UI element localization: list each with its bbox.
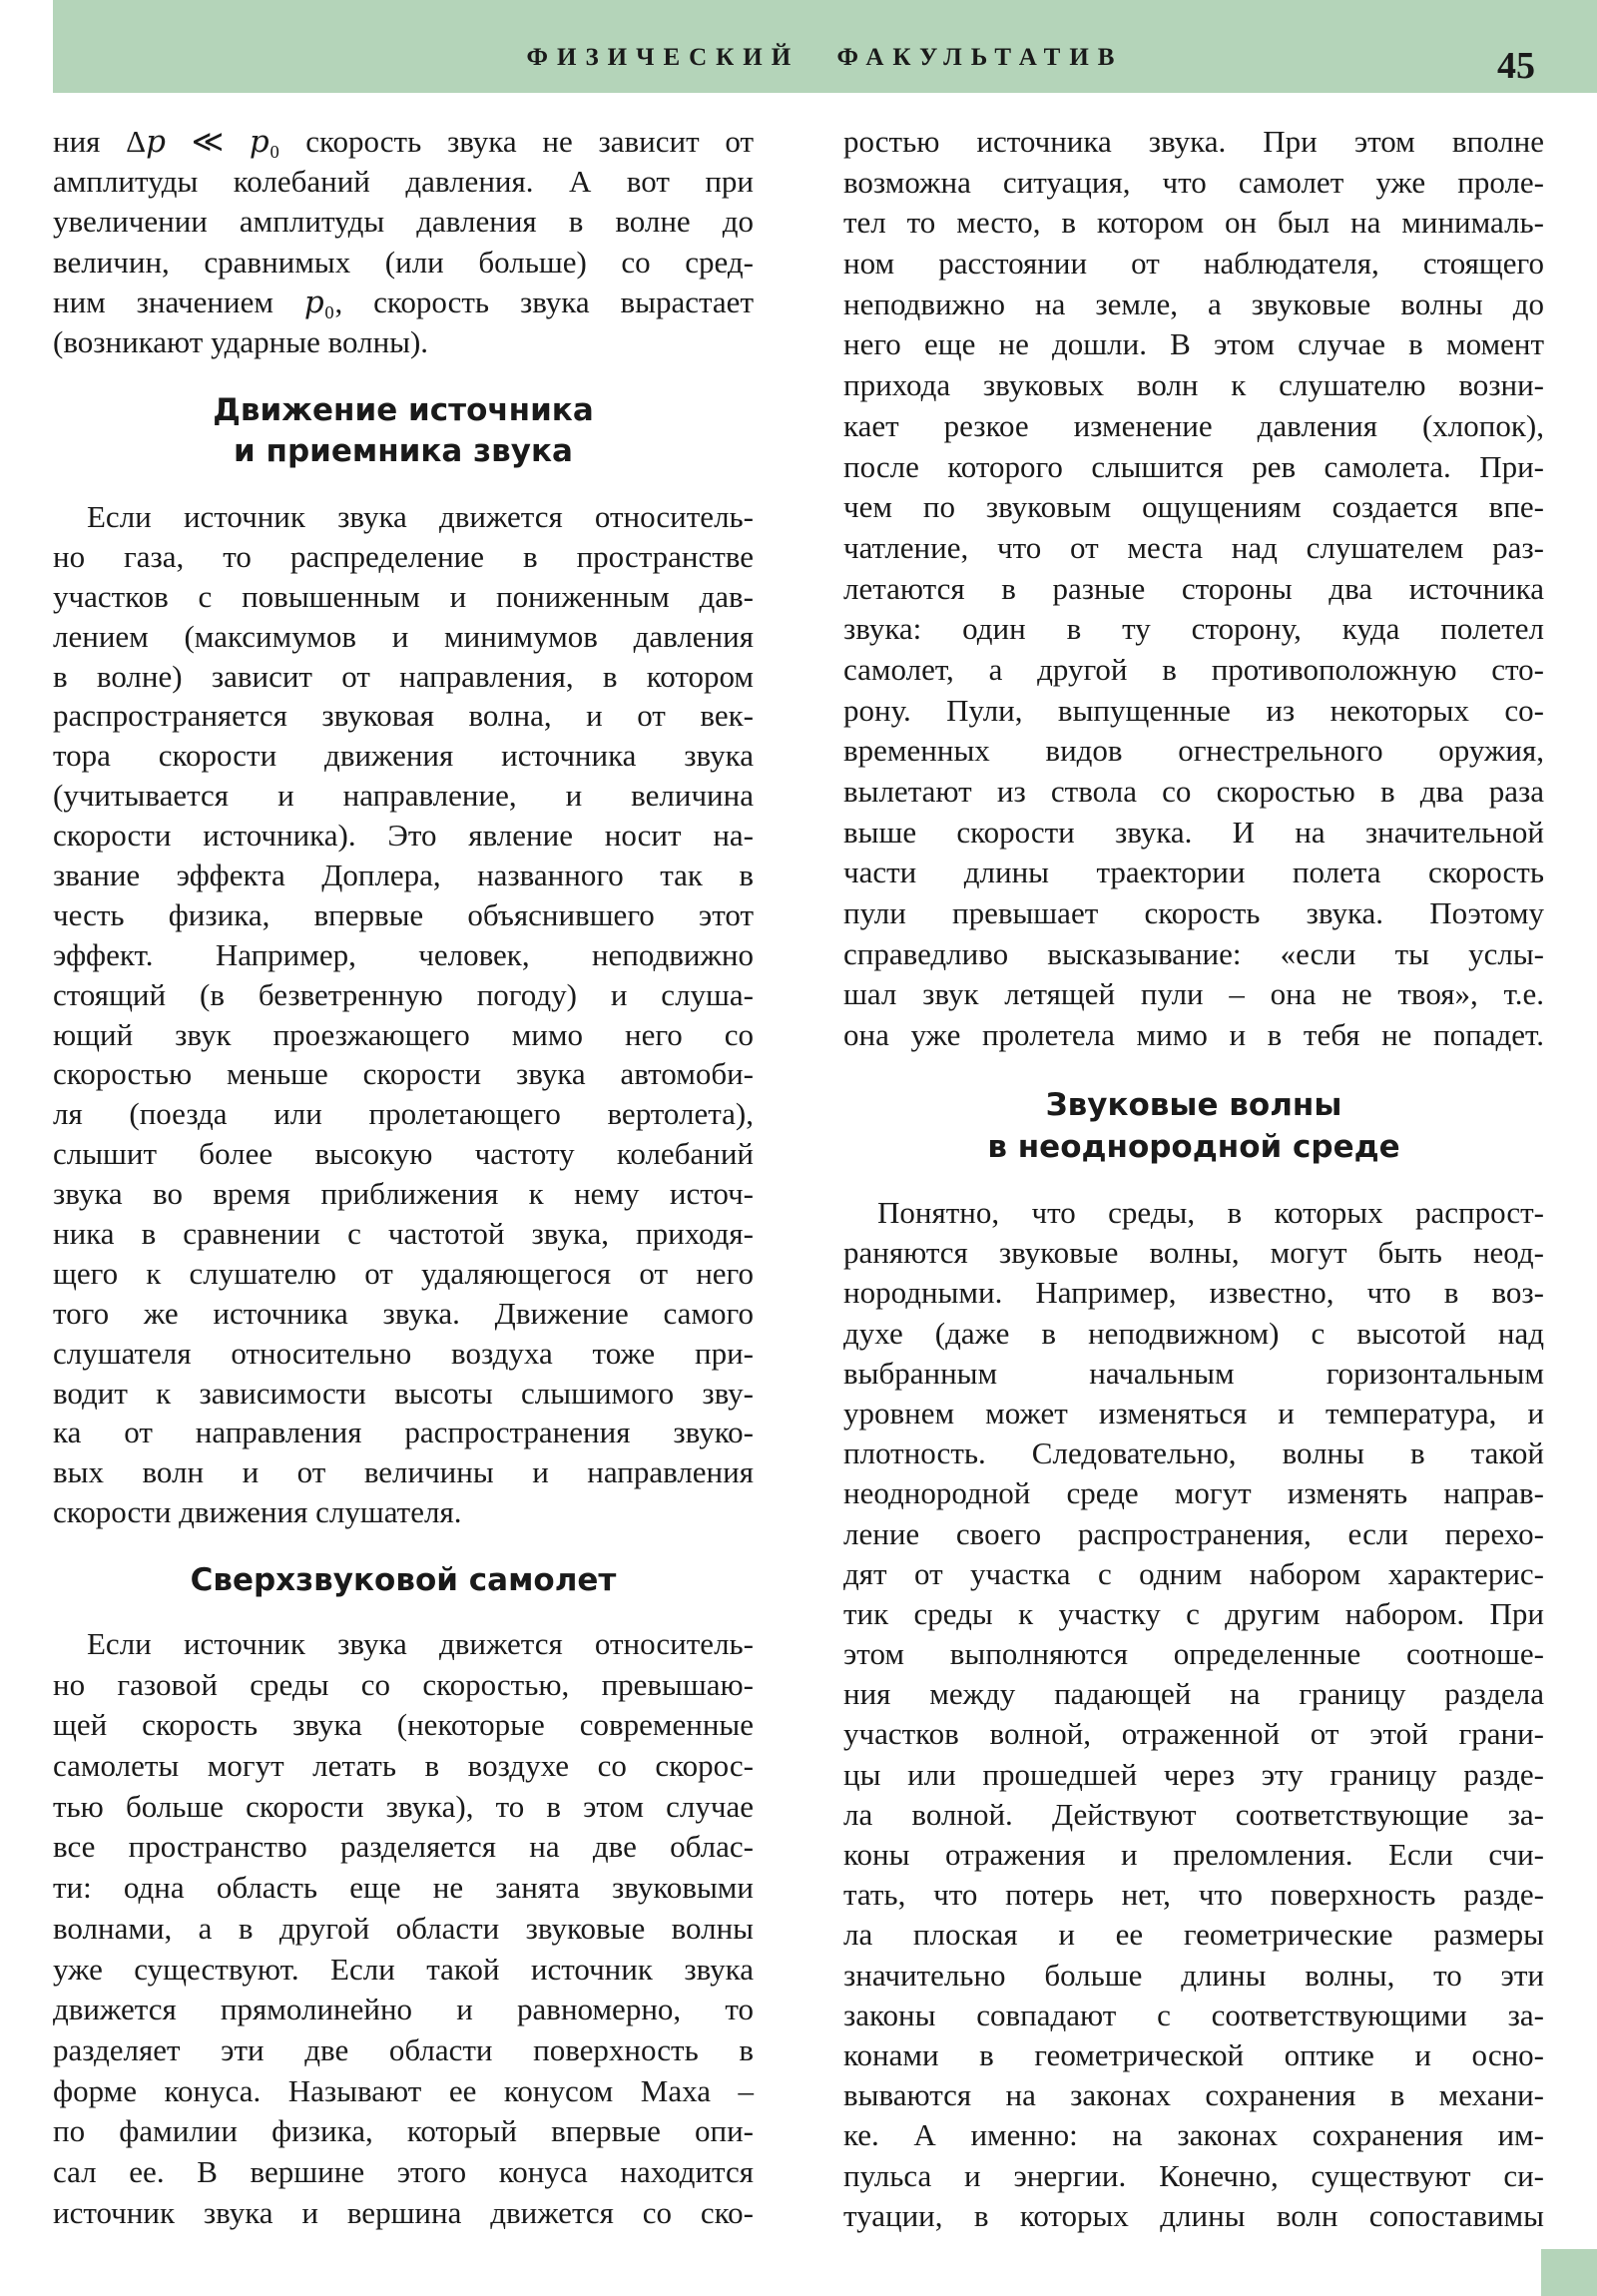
text-line: дят от участка с одним набором характерис- [843,1555,1544,1591]
text-line: уровнем может изменяться и температура, и [843,1395,1544,1431]
text-line: волнами, а в другой области звуковые волны [53,1910,754,1946]
text-line: ном расстоянии от наблюдателя, стоящего [843,246,1544,282]
page-number: 45 [1497,45,1535,87]
text-line: звука: один в ту сторону, куда полетел [843,611,1544,647]
text-line: звание эффекта Доплера, названного так в [53,858,754,893]
text-line: туации, в которых длины волн сопоставимы [843,2197,1544,2233]
text-line: ка от направления распространения звуко- [53,1415,754,1450]
text-line: цы или прошедшей через эту границу разде- [843,1756,1544,1792]
text-line: движется прямолинейно и равномерно, то [53,1992,754,2027]
text-line: честь физика, впервые объяснившего этот [53,896,754,932]
text-line: вых волн и от величины и направления [53,1454,754,1490]
text-line: водит к зависимости высоты слышимого зву- [53,1375,754,1411]
text-line: Если источник звука движется относитель- [87,499,754,534]
text-line: участков с повышенным и пониженным дав- [53,578,754,614]
heading-line: Сверхзвуковой самолет [190,1562,617,1598]
text-line: летаются в разные стороны два источника [843,570,1544,606]
text-line: ростью источника звука. При этом вполне [843,124,1544,159]
text-line: она уже пролетела мимо и в тебя не попадет. [843,1017,1544,1053]
text-line: ним значением 𝑝₀, скорость звука вырастает [53,284,754,319]
text-line: тора скорости движения источника звука [53,738,754,774]
text-line: Если источник звука движется относитель- [87,1626,754,1661]
text-line: ющий звук проезжающего мимо него со [53,1016,754,1052]
text-line: слушателя относительно воздуха тоже при- [53,1335,754,1371]
text-line: вываются на законах сохранения в механи- [843,2077,1544,2113]
text-line: ла волной. Действуют соответствующие за- [843,1796,1544,1832]
text-line: звука во время приближения к нему источ- [53,1176,754,1212]
text-line: законы совпадают с соответствующими за- [843,1997,1544,2032]
text-line: части длины траектории полета скорость [843,855,1544,890]
heading-line: и приемника звука [234,433,573,469]
corner-decoration [1541,2249,1597,2296]
text-line: него еще не дошли. В этом случае в момент [843,326,1544,362]
text-line: щей скорость звука (некоторые современные [53,1707,754,1743]
text-line: самолеты могут летать в воздухе со скорос- [53,1748,754,1784]
text-line: распространяется звуковая волна, и от век- [53,698,754,734]
text-line: уже существуют. Если такой источник звука [53,1951,754,1987]
text-line: конами в геометрической оптике и осно- [843,2036,1544,2072]
text-line: вылетают из ствола со скоростью в два раза [843,774,1544,809]
text-line: духе (даже в неподвижном) с высотой над [843,1315,1544,1351]
text-line: выше скорости звука. И на значительной [843,814,1544,850]
text-line: неоднородной среде могут изменять направ- [843,1475,1544,1511]
text-line: коны отражения и преломления. Если счи- [843,1837,1544,1872]
text-line: раняются звуковые волны, могут быть неод- [843,1235,1544,1271]
heading-inhomogeneous-medium [843,1084,1544,1168]
text-line: в волне) зависит от направления, в котором [53,658,754,694]
text-line: возможна ситуация, что самолет уже проле- [843,164,1544,200]
text-line: значительно больше длины волны, то эти [843,1957,1544,1993]
text-line: ке. А именно: на законах сохранения им- [843,2117,1544,2153]
text-line: тать, что потерь нет, что поверхность разде- [843,1877,1544,1913]
text-line: щего к слушателю от удаляющегося от него [53,1255,754,1291]
text-line: рону. Пули, выпущенные из некоторых со- [843,692,1544,728]
text-line: ла плоская и ее геометрические размеры [843,1917,1544,1953]
text-line: шал звук летящей пули – она не твоя», т.е. [843,976,1544,1012]
text-line: тел то место, в котором он был на минималь- [843,205,1544,241]
text-line: тик среды к участку с другим набором. При [843,1595,1544,1631]
text-line: скорости источника). Это явление носит на- [53,818,754,854]
text-line: слышит более высокую частоту колебаний [53,1136,754,1172]
text-line: но газовой среды со скоростью, превышаю- [53,1666,754,1702]
text-line: чатление, что от места над слушателем раз- [843,529,1544,565]
paragraph-doppler [53,497,754,1532]
text-line: сал ее. В вершине этого конуса находится [53,2153,754,2189]
text-line: кает резкое изменение давления (хлопок), [843,407,1544,443]
text-line: пульса и энергии. Конечно, существуют си- [843,2157,1544,2193]
text-line: по фамилии физика, который впервые опи- [53,2113,754,2149]
text-line: самолет, а другой в противоположную сто- [843,651,1544,687]
text-line: (возникают ударные волны). [53,323,429,359]
paragraph-intro [53,122,754,362]
text-line: ния между падающей на границу раздела [843,1676,1544,1712]
text-line: Понятно, что среды, в которых распрост- [877,1195,1544,1230]
text-line: временных видов огнестрельного оружия, [843,733,1544,769]
text-line: этом выполняются определенные соотноше- [843,1636,1544,1672]
text-line: разделяет эти две области поверхность в [53,2031,754,2067]
text-line: источник звука и вершина движется со ско- [53,2194,754,2230]
text-line: выбранным начальным горизонтальным [843,1355,1544,1391]
text-line: пули превышает скорость звука. Поэтому [843,895,1544,931]
heading-line: Движение источника [213,392,594,428]
text-line: лением (максимумов и минимумов давления [53,618,754,654]
text-line: ния Δ𝑝 ≪ 𝑝₀ скорость звука не зависит от [53,124,754,159]
paragraph-supersonic [53,1624,754,2233]
text-line: ля (поезда или пролетающего вертолета), [53,1096,754,1132]
paragraph-supersonic-continued [843,122,1544,1056]
text-line: после которого слышится рев самолета. При- [843,448,1544,484]
text-line: ника в сравнении с частотой звука, приходя- [53,1216,754,1252]
heading-source-receiver-motion [53,390,754,472]
text-line: того же источника звука. Движение самого [53,1295,754,1331]
text-line: все пространство разделяется на две облас- [53,1829,754,1865]
text-line: нородными. Например, известно, что в воз- [843,1275,1544,1311]
heading-line: в неоднородной среде [987,1129,1400,1165]
text-line: амплитуды колебаний давления. А вот при [53,164,754,200]
text-line: стоящий (в безветренную погоду) и слуша- [53,976,754,1012]
text-line: справедливо высказывание: «если ты услы- [843,935,1544,971]
text-line: плотность. Следовательно, волны в такой [843,1435,1544,1471]
running-header [53,0,1597,93]
text-line: увеличении амплитуды давления в волне до [53,204,754,240]
text-line: но газа, то распределение в пространстве [53,538,754,574]
text-line: неподвижно на земле, а звуковые волны до [843,286,1544,321]
text-line: эффект. Например, человек, неподвижно [53,936,754,972]
text-line: скорости движения слушателя. [53,1494,462,1530]
text-line: скоростью меньше скорости звука автомоби- [53,1056,754,1092]
text-line: (учитывается и направление, и величина [53,778,754,814]
text-line: ти: одна область еще не занята звуковыми [53,1870,754,1906]
heading-line: Звуковые волны [1045,1087,1342,1123]
text-line: прихода звуковых волн к слушателю возни- [843,367,1544,403]
text-line: величин, сравнимых (или больше) со сред- [53,244,754,280]
text-line: форме конуса. Называют ее конусом Маха – [53,2072,754,2108]
text-line: тью больше скорости звука), то в этом случае [53,1788,754,1824]
text-line: участков волной, отраженной от этой грани- [843,1716,1544,1752]
paragraph-inhomogeneous [843,1193,1544,2236]
text-line: ление своего распространения, если перехо- [843,1515,1544,1551]
text-line: чем по звуковым ощущениям создается впе- [843,489,1544,525]
header-title: ФИЗИЧЕСКИЙ ФАКУЛЬТАТИВ [526,44,1124,71]
heading-supersonic-plane [53,1560,754,1601]
